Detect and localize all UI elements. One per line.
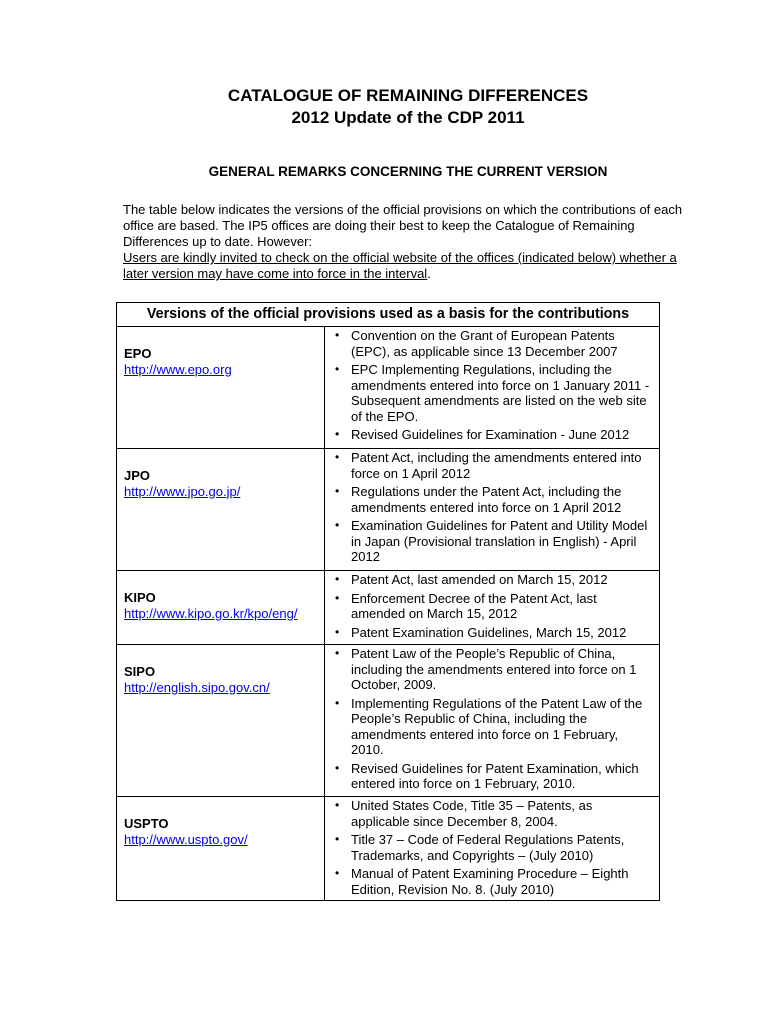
provisions-cell [325,645,660,797]
provision-item: • Regulations under the Patent Act, including the amendments entered into force on 1 April 2012 [329,484,653,515]
provision-item: • Revised Guidelines for Examination - June 2012 [329,427,653,443]
intro-text: The table below indicates the versions of the official provisions on which the contributions of each office are based. The IP5 offices are doing their best to keep the Catalogue of Remaining Differences up to date. However: [123,202,683,249]
provision-item: • United States Code, Title 35 – Patents, as applicable since December 8, 2004. [329,798,653,829]
office-cell [117,797,325,901]
provision-item: • Patent Law of the People’s Republic of China, including the amendments entered into force on 1 October, 2009. [329,646,653,693]
provisions-cell [325,797,660,901]
provisions-cell [325,571,660,645]
provisions-cell [325,327,660,449]
office-cell [117,645,325,797]
section-heading: GENERAL REMARKS CONCERNING THE CURRENT VERSION [208,164,608,179]
provisions-table [116,302,660,901]
office-cell [117,571,325,645]
provision-item: • Convention on the Grant of European Patents (EPC), as applicable since 13 December 2007 [329,328,653,359]
office-link[interactable]: http://www.epo.org [124,361,232,377]
document-subtitle-line: 2012 Update of the CDP 2011 [291,108,525,127]
provision-item: • Enforcement Decree of the Patent Act, last amended on March 15, 2012 [329,591,653,622]
provision-item: • Title 37 – Code of Federal Regulations Patents, Trademarks, and Copyrights – (July 2010) [329,832,653,863]
intro-paragraph [123,202,693,282]
table-header: Versions of the official provisions used as a basis for the contributions [117,303,660,327]
office-link[interactable]: http://www.kipo.go.kr/kpo/eng/ [124,605,298,621]
provision-item: • Patent Act, last amended on March 15, 2012 [329,572,653,588]
office-link[interactable]: http://english.sipo.gov.cn/ [124,679,270,695]
office-name: KIPO [124,590,156,605]
provision-item: • Examination Guidelines for Patent and Utility Model in Japan (Provisional translation in English) - April 2012 [329,518,653,565]
intro-note: Users are kindly invited to check on the official website of the offices (indicated below) whether a later version may have come into force in the interval [123,250,677,281]
office-name: EPO [124,346,152,361]
provision-item: • Manual of Patent Examining Procedure – Eighth Edition, Revision No. 8. (July 2010) [329,866,653,897]
intro-note-end: . [427,266,431,281]
provision-item: • Patent Examination Guidelines, March 15, 2012 [329,625,653,641]
office-name: USPTO [124,816,169,831]
document-title: CATALOGUE OF REMAINING DIFFERENCES [227,86,589,105]
office-cell [117,449,325,571]
provision-item: • Implementing Regulations of the Patent Law of the People’s Republic of China, including the amendments entered into force on 1 February, 2010. [329,696,653,758]
office-link[interactable]: http://www.uspto.gov/ [124,831,248,847]
table-row-kipo [117,571,660,645]
provision-item: • Revised Guidelines for Patent Examination, which entered into force on 1 February, 2010. [329,761,653,792]
provision-item: • EPC Implementing Regulations, including the amendments entered into force on 1 January 2011 - Subsequent amendments are listed on the web site of the EPO. [329,362,653,424]
office-name: SIPO [124,664,156,679]
provision-item: • Patent Act, including the amendments entered into force on 1 April 2012 [329,450,653,481]
office-cell [117,327,325,449]
provisions-cell [325,449,660,571]
table-row-jpo [117,449,660,571]
office-link[interactable]: http://www.jpo.go.jp/ [124,483,241,499]
office-name: JPO [124,468,151,483]
table-row-epo [117,327,660,449]
table-header-row [117,303,660,327]
table-row-sipo [117,645,660,797]
table-row-uspto [117,797,660,901]
